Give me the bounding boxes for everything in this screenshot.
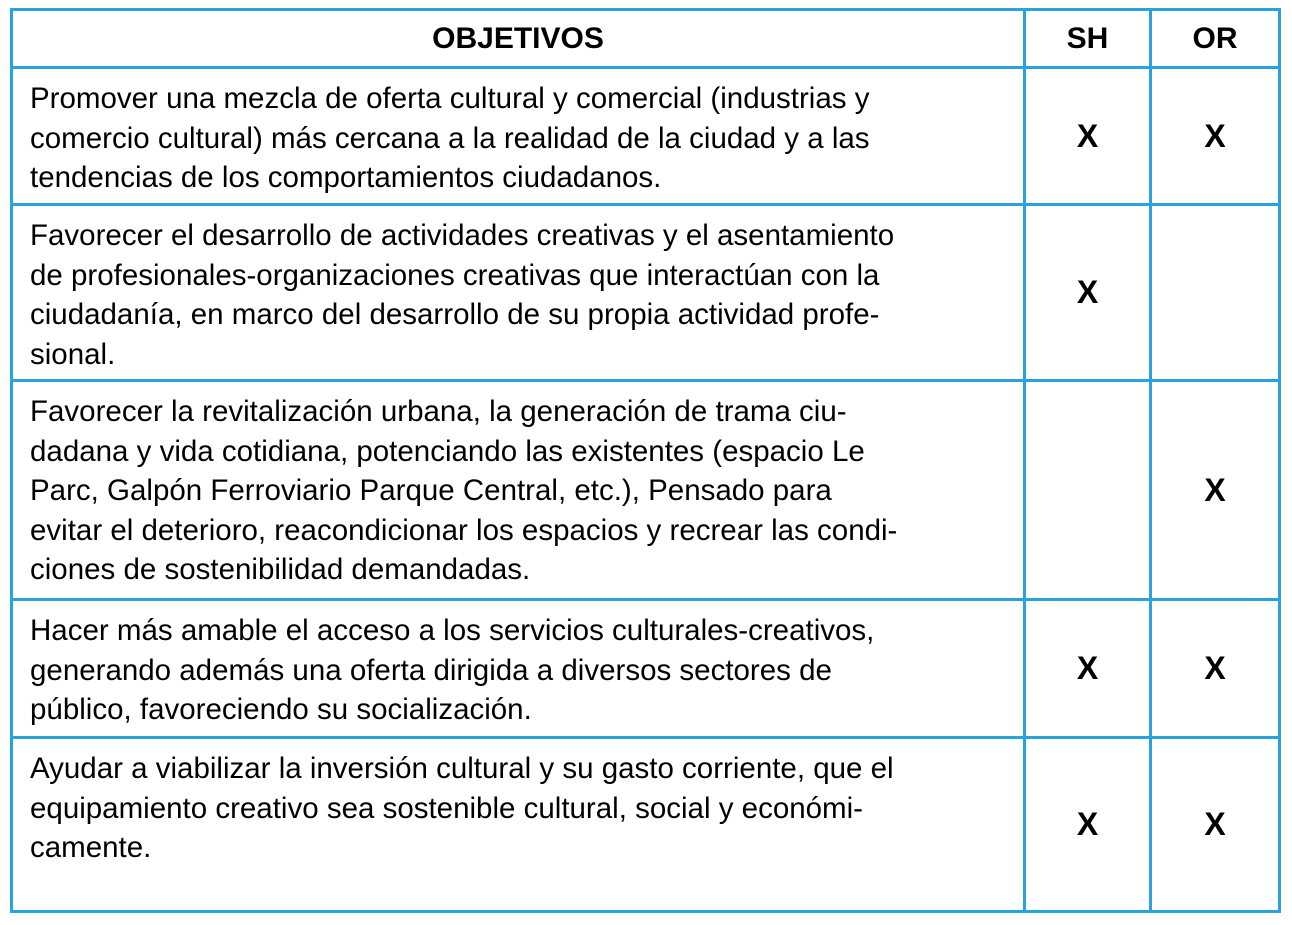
or-mark: X <box>1204 471 1226 508</box>
objective-line: público, favoreciendo su socialización. <box>30 693 532 726</box>
objective-line: Favorecer la revitalización urbana, la generación de trama ciu- <box>30 395 847 428</box>
or-mark-cell <box>1152 69 1278 203</box>
objective-line: dadana y vida cotidiana, potenciando las existentes (espacio Le <box>30 434 865 468</box>
or-mark: X <box>1204 117 1226 154</box>
sh-mark-cell <box>1026 601 1152 736</box>
header-or: OR <box>1192 21 1238 55</box>
objective-line: Parc, Galpón Ferroviario Parque Central, etc.), Pensado para <box>30 474 832 507</box>
header-sh: SH <box>1066 21 1109 55</box>
objective-line: comercio cultural) más cercana a la realidad de la ciudad y a las <box>30 121 870 155</box>
objective-line: Ayudar a viabilizar la inversión cultural y su gasto corriente, que el <box>30 752 894 785</box>
table-row <box>13 601 1278 739</box>
sh-mark: X <box>1076 117 1099 154</box>
or-mark-cell <box>1152 739 1278 910</box>
or-mark-cell <box>1152 601 1278 736</box>
table-row <box>13 739 1278 910</box>
objective-line: de profesionales-organizaciones creativas que interactúan con la <box>30 258 880 292</box>
objective-line: sional. <box>30 337 116 371</box>
objective-text <box>30 749 1020 868</box>
objective-text <box>30 216 1020 374</box>
header-objetivos-cell <box>13 11 1026 66</box>
table-row <box>13 382 1278 601</box>
sh-mark: X <box>1076 650 1099 686</box>
or-mark: X <box>1204 806 1226 842</box>
sh-mark-cell <box>1026 206 1152 379</box>
objective-cell <box>13 69 1026 203</box>
objective-text <box>30 392 1020 590</box>
sh-mark-cell <box>1026 739 1152 910</box>
objective-text <box>30 79 1020 198</box>
objective-line: evitar el deterioro, reacondicionar los espacios y recrear las condi- <box>30 513 898 547</box>
objective-cell <box>13 601 1026 736</box>
sh-mark: X <box>1076 806 1099 842</box>
header-or-cell <box>1152 11 1278 66</box>
sh-mark: X <box>1076 274 1099 310</box>
objective-line: Favorecer el desarrollo de actividades creativas y el asentamiento <box>30 219 895 252</box>
objective-line: equipamiento creativo sea sostenible cultural, social y económi- <box>30 791 863 825</box>
table-row <box>13 69 1278 206</box>
objective-line: camente. <box>30 831 152 864</box>
objective-cell <box>13 739 1026 910</box>
objective-text <box>30 611 1020 730</box>
table-header-row <box>13 11 1278 69</box>
objective-line: tendencias de los comportamientos ciudadanos. <box>30 161 662 194</box>
objective-line: ciudadanía, en marco del desarrollo de su propia actividad profe- <box>30 298 880 331</box>
sh-mark-cell <box>1026 382 1152 598</box>
objective-line: generando además una oferta dirigida a diversos sectores de <box>30 653 832 687</box>
or-mark-cell <box>1152 206 1278 379</box>
objective-cell <box>13 382 1026 598</box>
or-mark-cell <box>1152 382 1278 598</box>
objective-cell <box>13 206 1026 379</box>
or-mark: X <box>1204 650 1226 686</box>
sh-mark-cell <box>1026 69 1152 203</box>
objective-line: Promover una mezcla de oferta cultural y comercial (industrias y <box>30 82 870 115</box>
objectives-table <box>10 8 1281 913</box>
header-objetivos: OBJETIVOS <box>432 21 604 55</box>
table-row <box>13 206 1278 382</box>
header-sh-cell <box>1026 11 1152 66</box>
objective-line: Hacer más amable el acceso a los servicios culturales-creativos, <box>30 614 875 647</box>
objective-line: ciones de sostenibilidad demandadas. <box>30 553 531 586</box>
